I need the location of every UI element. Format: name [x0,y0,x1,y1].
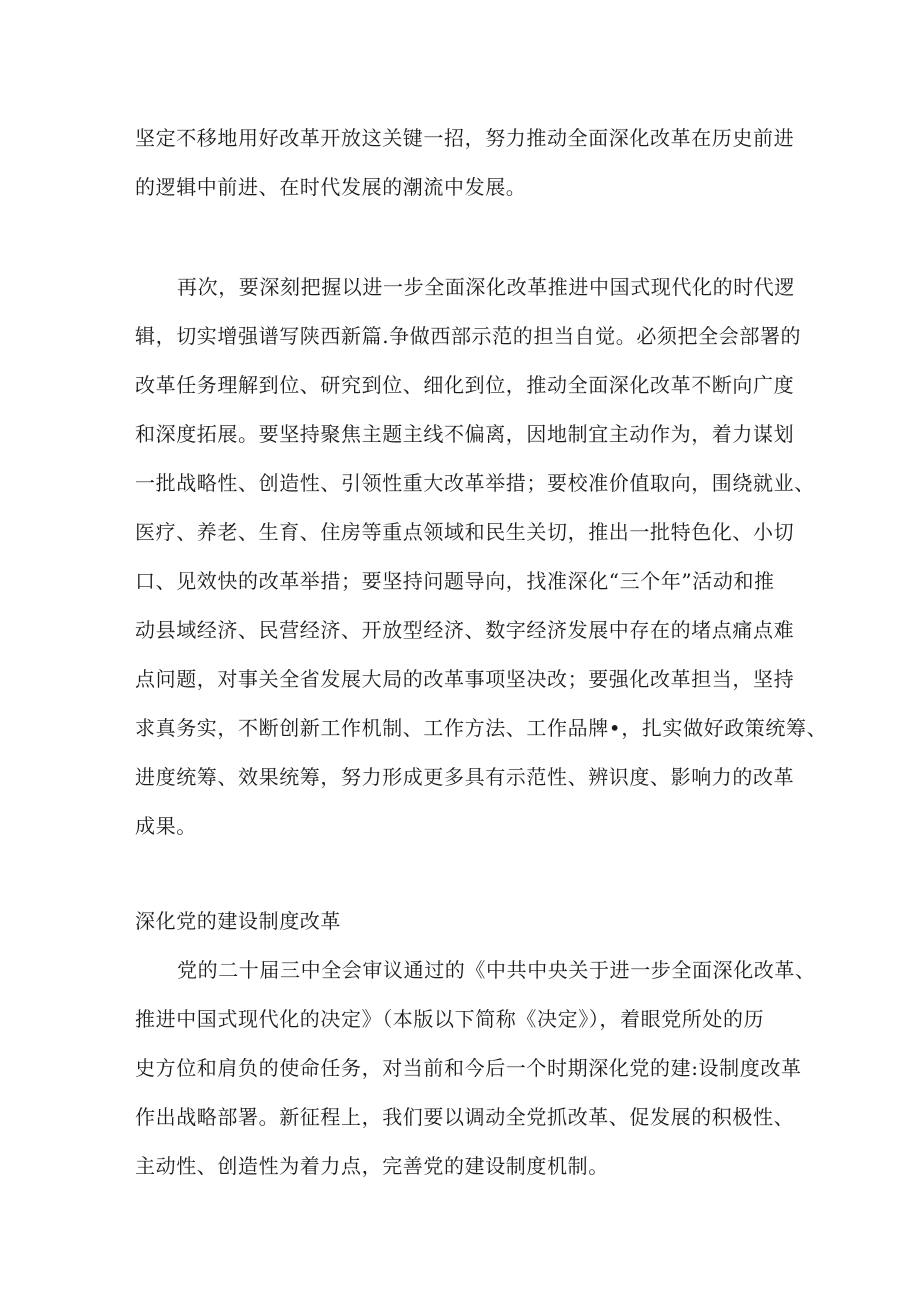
text-line: 点问题，对事关全省发展大局的改革事项坚决改；要强化改革担当，坚持 [135,667,795,691]
section-heading: 深化党的建设制度改革 [135,909,341,933]
text-line: 成果。 [135,814,197,838]
text-line: 党的二十届三中全会审议通过的《中共中央关于进一步全面深化改革、 [177,958,816,982]
text-line: 进度统筹、效果统筹，努力形成更多具有示范性、辨识度、影响力的改革 [135,765,795,789]
text-line: 口、见效快的改革举措；要坚持问题导向，找准深化“三个年”活动和推 [135,569,775,593]
text-line: 史方位和肩负的使命任务，对当前和今后一个时期深化党的建:设制度改革 [135,1056,802,1080]
text-line: 求真务实，不断创新工作机制、工作方法、工作品牌•，扎实做好政策统筹、 [135,716,828,740]
text-line: 动县域经济、民营经济、开放型经济、数字经济发展中存在的堵点痛点难 [135,618,795,642]
text-line: 辑，切实增强谱写陕西新篇.争做西部示范的担当自觉。必须把全会部署的 [135,324,802,348]
text-line: 的逻辑中前进、在时代发展的潮流中发展。 [135,175,527,199]
text-line: 改革任务理解到位、研究到位、细化到位，推动全面深化改革不断向广度 [135,373,795,397]
text-line: 一批战略性、创造性、引领性重大改革举措；要校准价值取向，围绕就业、 [135,471,815,495]
text-line: 主动性、创造性为着力点，完善党的建设制度机制。 [135,1154,609,1178]
text-line: 推进中国式现代化的决定》（本版以下简称《决定》），着眼党所处的历 [135,1007,765,1031]
text-line: 和深度拓展。要坚持聚焦主题主线不偏离，因地制宜主动作为，着力谋划 [135,422,795,446]
text-line: 医疗、养老、生育、住房等重点领域和民生关切，推出一批特色化、小切 [135,520,795,544]
text-line: 作出战略部署。新征程上，我们要以调动全党抓改革、促发展的积极性、 [135,1105,795,1129]
text-line: 坚定不移地用好改革开放这关键一招，努力推动全面深化改革在历史前进 [135,126,795,150]
text-line: 再次，要深刻把握以进一步全面深化改革推进中国式现代化的时代逻 [177,275,795,299]
